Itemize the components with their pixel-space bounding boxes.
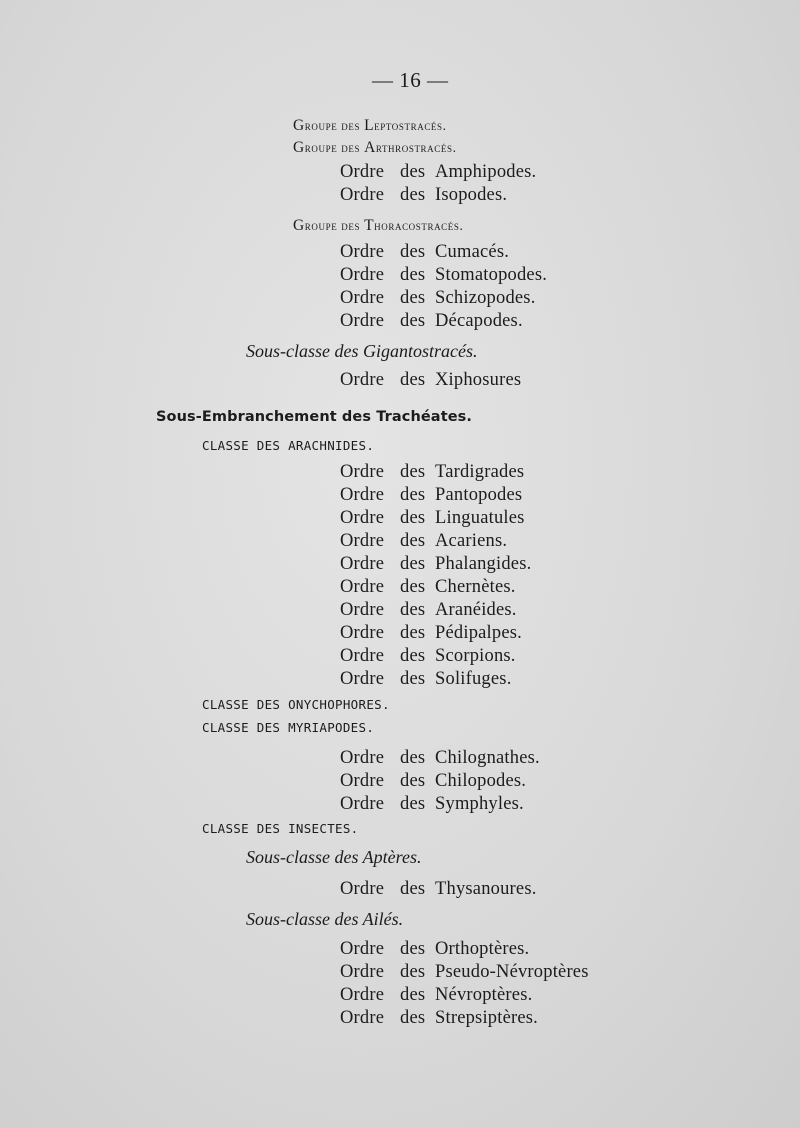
ordre-entry (340, 532, 507, 551)
ordre-entry (340, 486, 522, 505)
ordre-entry (340, 670, 512, 689)
ordre-entry (340, 647, 516, 666)
des-label: des (400, 577, 426, 597)
des-label: des (400, 485, 426, 505)
ordre-entry (340, 266, 547, 285)
des-label: des (400, 288, 426, 308)
ordre-name: Orthoptères. (435, 939, 530, 959)
ordre-entry (340, 624, 522, 643)
classe-heading: CLASSE DES INSECTES. (202, 821, 359, 836)
ordre-label: Ordre (340, 265, 385, 285)
des-label: des (400, 242, 426, 262)
des-label: des (400, 962, 426, 982)
des-label: des (400, 508, 426, 528)
ordre-label: Ordre (340, 531, 385, 551)
ordre-label: Ordre (340, 462, 385, 482)
des-label: des (400, 185, 426, 205)
ordre-label: Ordre (340, 162, 385, 182)
sous-classe-heading: Sous-classe des Aptères. (246, 847, 422, 867)
des-label: des (400, 265, 426, 285)
ordre-entry (340, 963, 589, 982)
ordre-name: Chernètes. (435, 577, 516, 597)
des-label: des (400, 939, 426, 959)
ordre-name: Symphyles. (435, 794, 524, 814)
des-label: des (400, 646, 426, 666)
des-label: des (400, 162, 426, 182)
ordre-label: Ordre (340, 646, 385, 666)
ordre-label: Ordre (340, 242, 385, 262)
groupe-heading: Groupe des Arthrostracés. (293, 139, 457, 156)
ordre-entry (340, 463, 524, 482)
ordre-entry (340, 772, 526, 791)
ordre-name: Isopodes. (435, 185, 508, 205)
ordre-name: Solifuges. (435, 669, 512, 689)
ordre-label: Ordre (340, 985, 385, 1005)
des-label: des (400, 794, 426, 814)
des-label: des (400, 531, 426, 551)
groupe-heading: Groupe des Leptostracés. (293, 117, 447, 134)
ordre-label: Ordre (340, 771, 385, 791)
ordre-entry (340, 312, 523, 331)
ordre-entry (340, 601, 517, 620)
des-label: des (400, 771, 426, 791)
sous-classe-heading: Sous-classe des Gigantostracés. (246, 341, 478, 361)
ordre-entry (340, 555, 531, 574)
classe-heading: CLASSE DES MYRIAPODES. (202, 720, 375, 735)
ordre-label: Ordre (340, 185, 385, 205)
ordre-label: Ordre (340, 554, 385, 574)
groupe-heading: Groupe des Thoracostracés. (293, 217, 464, 234)
des-label: des (400, 554, 426, 574)
ordre-label: Ordre (340, 485, 385, 505)
ordre-name: Pantopodes (435, 485, 523, 505)
ordre-label: Ordre (340, 939, 385, 959)
ordre-entry (340, 163, 536, 182)
ordre-name: Chilognathes. (435, 748, 540, 768)
ordre-name: Phalangides. (435, 554, 532, 574)
ordre-label: Ordre (340, 879, 385, 899)
ordre-entry (340, 749, 540, 768)
ordre-label: Ordre (340, 794, 385, 814)
ordre-label: Ordre (340, 623, 385, 643)
page-number: — 16 — (372, 68, 449, 92)
des-label: des (400, 669, 426, 689)
ordre-entry (340, 880, 537, 899)
ordre-entry (340, 1009, 538, 1028)
ordre-entry (340, 289, 536, 308)
ordre-name: Chilopodes. (435, 771, 527, 791)
ordre-entry (340, 243, 509, 262)
des-label: des (400, 748, 426, 768)
ordre-entry (340, 940, 529, 959)
des-label: des (400, 311, 426, 331)
des-label: des (400, 1008, 426, 1028)
sous-classe-heading: Sous-classe des Ailés. (246, 909, 404, 929)
ordre-name: Scorpions. (435, 646, 516, 666)
ordre-name: Pseudo-Névroptères (435, 962, 589, 982)
ordre-name: Thysanoures. (435, 879, 537, 899)
ordre-entry (340, 186, 507, 205)
ordre-label: Ordre (340, 962, 385, 982)
ordre-name: Aranéides. (435, 600, 517, 620)
ordre-name: Acariens. (435, 531, 508, 551)
ordre-label: Ordre (340, 288, 385, 308)
ordre-name: Tardigrades (435, 462, 525, 482)
ordre-name: Névroptères. (435, 985, 533, 1005)
ordre-entry (340, 986, 532, 1005)
sous-embr-heading: Sous-Embranchement des Trachéates. (156, 409, 472, 425)
ordre-label: Ordre (340, 370, 385, 390)
ordre-entry (340, 795, 524, 814)
ordre-label: Ordre (340, 508, 385, 528)
des-label: des (400, 985, 426, 1005)
ordre-name: Pédipalpes. (435, 623, 522, 643)
ordre-label: Ordre (340, 577, 385, 597)
classe-heading: CLASSE DES ONYCHOPHORES. (202, 697, 390, 712)
des-label: des (400, 879, 426, 899)
ordre-name: Linguatules (435, 508, 525, 528)
ordre-name: Cumacés. (435, 242, 510, 262)
ordre-name: Schizopodes. (435, 288, 536, 308)
des-label: des (400, 462, 426, 482)
ordre-label: Ordre (340, 748, 385, 768)
ordre-label: Ordre (340, 669, 385, 689)
des-label: des (400, 600, 426, 620)
ordre-name: Stomatopodes. (435, 265, 548, 285)
ordre-name: Strepsiptères. (435, 1008, 538, 1028)
ordre-label: Ordre (340, 311, 385, 331)
ordre-entry (340, 371, 521, 390)
ordre-name: Amphipodes. (435, 162, 537, 182)
des-label: des (400, 623, 426, 643)
ordre-name: Xiphosures (435, 370, 522, 390)
classe-heading: CLASSE DES ARACHNIDES. (202, 438, 375, 453)
ordre-label: Ordre (340, 600, 385, 620)
ordre-label: Ordre (340, 1008, 385, 1028)
des-label: des (400, 370, 426, 390)
ordre-entry (340, 578, 516, 597)
ordre-entry (340, 509, 525, 528)
ordre-name: Décapodes. (435, 311, 523, 331)
